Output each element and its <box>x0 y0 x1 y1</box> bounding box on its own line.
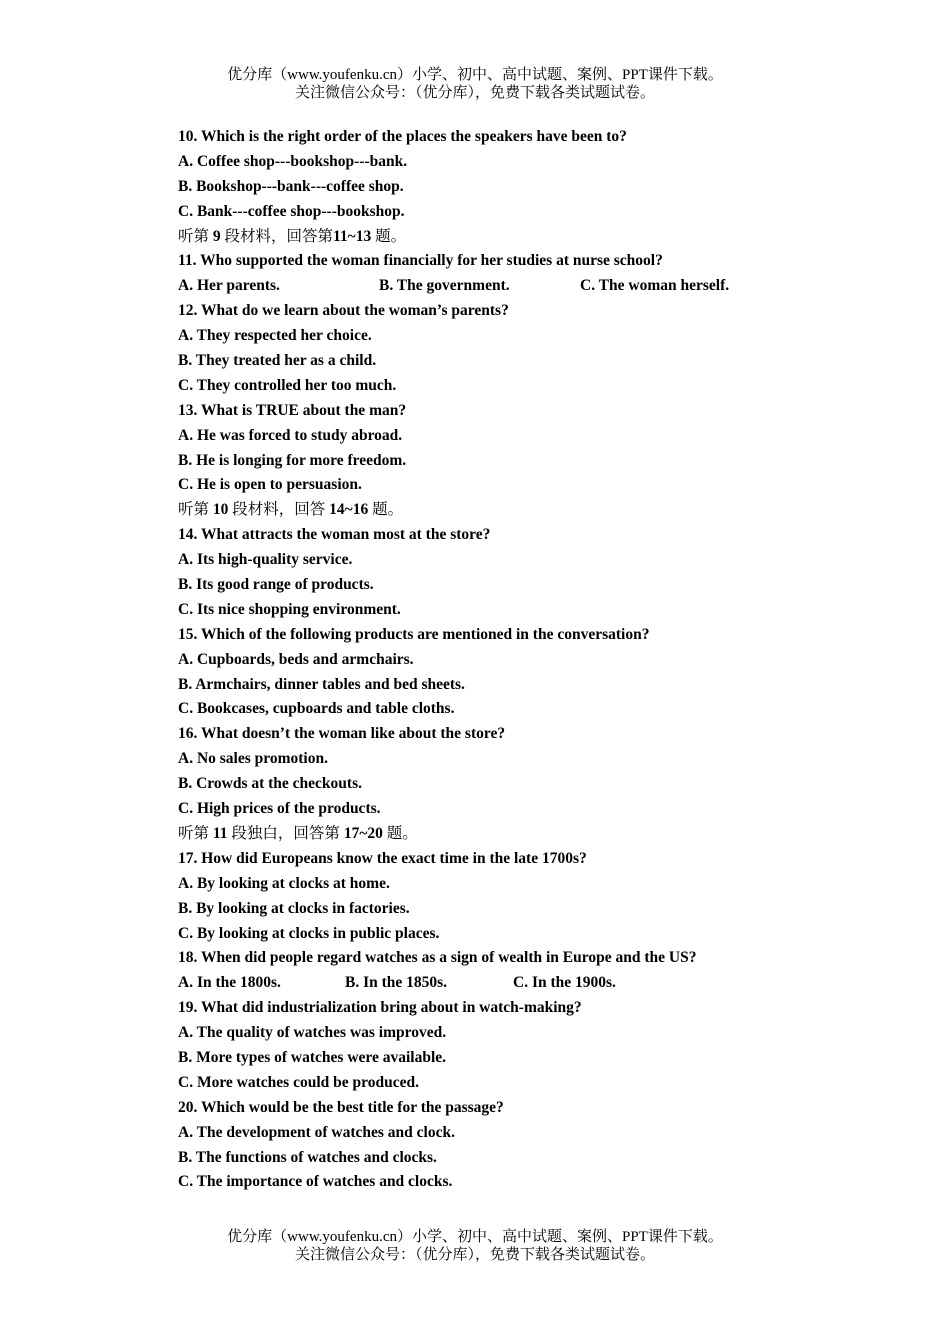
question-15-option-a: A. Cupboards, beds and armchairs. <box>178 650 414 668</box>
question-15-stem: 15. Which of the following products are mentioned in the conversation? <box>178 625 650 643</box>
question-10-option-a: A. Coffee shop---bookshop---bank. <box>178 152 408 170</box>
question-12-stem: 12. What do we learn about the woman’s parents? <box>178 302 509 320</box>
question-18-option-b: B. In the 1850s. <box>345 974 448 992</box>
question-13-stem: 13. What is TRUE about the man? <box>178 401 407 419</box>
question-15-option-b: B. Armchairs, dinner tables and bed sheets. <box>178 675 465 693</box>
page-header <box>0 66 950 102</box>
question-16-option-b: B. Crowds at the checkouts. <box>178 775 362 793</box>
question-10-option-b: B. Bookshop---bank---coffee shop. <box>178 177 404 195</box>
header-line-1: 优分库（www.youfenku.cn）小学、初中、高中试题、案例、PPT课件下载。 <box>227 67 723 83</box>
question-20-option-a: A. The development of watches and clock. <box>178 1123 455 1141</box>
question-19-stem: 19. What did industrialization bring about in watch-making? <box>178 999 582 1017</box>
question-10-option-c: C. Bank---coffee shop---bookshop. <box>178 202 405 220</box>
question-16-stem: 16. What doesn’t the woman like about the store? <box>178 725 506 743</box>
question-10-stem: 10. Which is the right order of the places the speakers have been to? <box>178 128 627 145</box>
question-11-option-b: B. The government. <box>379 277 510 295</box>
question-12-option-b: B. They treated her as a child. <box>178 352 377 370</box>
question-20-stem: 20. Which would be the best title for the passage? <box>178 1098 504 1116</box>
footer-line-1: 优分库（www.youfenku.cn）小学、初中、高中试题、案例、PPT课件下载。 <box>227 1229 723 1245</box>
question-18-options <box>178 971 818 996</box>
question-14-option-a: A. Its high-quality service. <box>178 551 353 569</box>
question-13-option-a: A. He was forced to study abroad. <box>178 426 403 444</box>
question-20-option-b: B. The functions of watches and clocks. <box>178 1148 437 1166</box>
question-11-options <box>178 274 818 299</box>
question-11-stem: 11. Who supported the woman financially for her studies at nurse school? <box>178 252 663 270</box>
section-heading-9: 听第 9 段材料，回答第11~13 题。 <box>178 227 407 245</box>
question-19-option-a: A. The quality of watches was improved. <box>178 1024 447 1042</box>
question-11-option-c: C. The woman herself. <box>580 277 730 295</box>
question-20-option-c: C. The importance of watches and clocks. <box>178 1173 453 1191</box>
question-13-option-b: B. He is longing for more freedom. <box>178 451 407 469</box>
question-18-option-c: C. In the 1900s. <box>513 974 616 992</box>
header-line-2: 关注微信公众号：（优分库），免费下载各类试题试卷。 <box>294 85 655 101</box>
question-18-stem: 18. When did people regard watches as a sign of wealth in Europe and the US? <box>178 949 697 967</box>
question-14-option-b: B. Its good range of products. <box>178 576 374 594</box>
page-footer <box>0 1228 950 1264</box>
footer-line-2: 关注微信公众号：（优分库），免费下载各类试题试卷。 <box>294 1247 655 1263</box>
question-14-option-c: C. Its nice shopping environment. <box>178 600 401 618</box>
question-13-option-c: C. He is open to persuasion. <box>178 476 362 494</box>
question-18-option-a: A. In the 1800s. <box>178 974 281 992</box>
question-17-option-a: A. By looking at clocks at home. <box>178 874 390 892</box>
question-11-option-a: A. Her parents. <box>178 277 280 295</box>
question-12-option-c: C. They controlled her too much. <box>178 376 397 394</box>
section-heading-10: 听第 10 段材料，回答 14~16 题。 <box>178 501 404 519</box>
question-17-option-c: C. By looking at clocks in public places. <box>178 924 440 942</box>
question-14-stem: 14. What attracts the woman most at the store? <box>178 526 491 544</box>
section-heading-11: 听第 11 段独白，回答第 17~20 题。 <box>178 824 418 842</box>
question-12-option-a: A. They respected her choice. <box>178 327 372 345</box>
question-list <box>178 125 818 1195</box>
question-17-option-b: B. By looking at clocks in factories. <box>178 899 410 917</box>
question-17-stem: 17. How did Europeans know the exact time in the late 1700s? <box>178 849 587 867</box>
question-19-option-c: C. More watches could be produced. <box>178 1073 419 1091</box>
question-16-option-c: C. High prices of the products. <box>178 800 381 818</box>
question-19-option-b: B. More types of watches were available. <box>178 1048 447 1066</box>
question-16-option-a: A. No sales promotion. <box>178 750 328 768</box>
question-15-option-c: C. Bookcases, cupboards and table cloths. <box>178 700 455 718</box>
